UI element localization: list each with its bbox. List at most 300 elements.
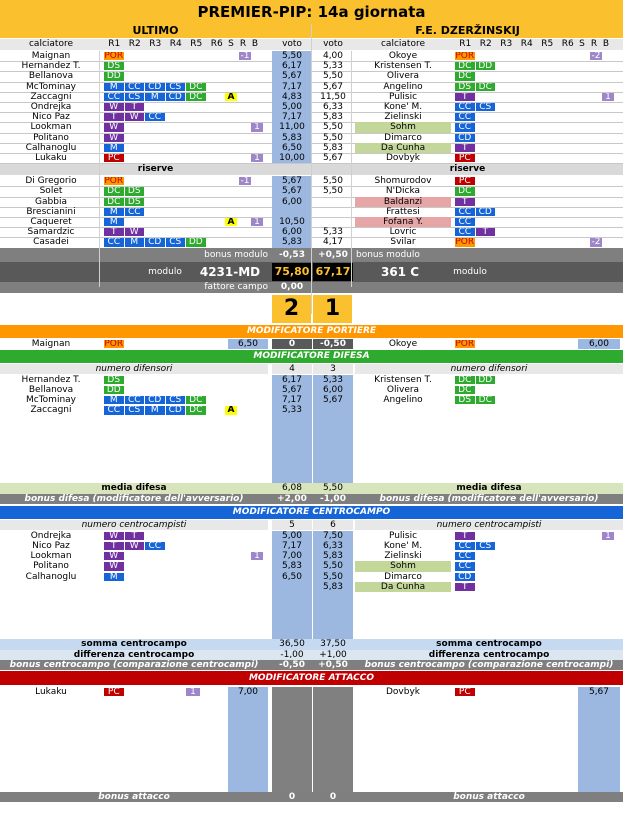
home-mid-bonus-label: bonus centrocampo (comparazione centrocampi) xyxy=(9,659,259,670)
away-player-vote: 6,33 xyxy=(322,541,344,551)
home-bonus-value: -0,53 xyxy=(279,249,305,260)
home-player-name: McTominay xyxy=(25,81,76,92)
away-col-round: R2 xyxy=(479,39,492,49)
away-col-vote: voto xyxy=(323,39,343,49)
home-player-name: Zaccagni xyxy=(30,91,72,102)
home-player-name: Hernandez T. xyxy=(21,374,81,385)
column-divider xyxy=(99,51,100,287)
away-player-vote xyxy=(313,197,353,207)
home-role-badge: M xyxy=(104,396,124,404)
home-player-vote: 7,17 xyxy=(272,112,312,122)
home-col-round: R4 xyxy=(169,39,182,49)
away-role-badge: CS xyxy=(476,103,496,111)
away-att-mod-column xyxy=(313,687,353,792)
away-def-bonus: -1,00 xyxy=(320,493,346,504)
home-player-vote: 10,00 xyxy=(272,153,312,163)
away-role-badge: DD xyxy=(476,62,496,70)
home-player-vote: 7,17 xyxy=(272,82,312,92)
away-role-badge: DC xyxy=(476,396,496,404)
away-role-badge: CC xyxy=(455,123,475,131)
home-col-round: R5 xyxy=(190,39,203,49)
home-player-vote: 5,67 xyxy=(272,71,312,81)
away-team-name: F.E. DZERŽINSKIJ xyxy=(312,24,623,38)
away-mid-count: 6 xyxy=(313,520,353,530)
home-role-badge: CC xyxy=(104,406,124,414)
away-total: 67,17 xyxy=(313,263,353,281)
away-def-bonus-label: bonus difesa (modificatore dell'avversario) xyxy=(379,493,599,504)
away-player-name: Okoye xyxy=(388,51,418,61)
home-role-badge: DD xyxy=(104,386,124,394)
away-role-badge: CC xyxy=(455,218,475,226)
home-col-vote: voto xyxy=(282,39,302,49)
home-player-vote: 5,83 xyxy=(272,133,312,143)
away-player-vote: 7,50 xyxy=(322,530,344,541)
away-player-name: Shomurodov xyxy=(374,176,432,187)
home-role-badge: CC xyxy=(125,83,145,91)
away-col-round: R1 xyxy=(459,39,472,49)
home-role-badge: T xyxy=(125,532,145,540)
away-col-player: calciatore xyxy=(380,39,425,49)
away-score: 1 xyxy=(313,295,352,323)
home-role-badge: DS xyxy=(125,198,145,206)
away-role-badge: CC xyxy=(455,542,475,550)
home-player-vote: 5,00 xyxy=(272,531,312,541)
att-away-name: Dovbyk xyxy=(385,686,420,697)
away-player-name: Olivera xyxy=(386,385,420,395)
away-player-vote: 6,33 xyxy=(322,102,344,112)
away-player-vote: 11,50 xyxy=(320,91,346,102)
home-col-round: R2 xyxy=(128,39,141,49)
away-player-name: Zielinski xyxy=(384,551,422,562)
home-def-avg: 6,08 xyxy=(281,482,303,493)
away-role-badge: CC xyxy=(455,228,475,236)
gk-away-name: Okoye xyxy=(388,338,418,349)
away-player-vote: 5,50 xyxy=(322,71,344,82)
away-reserves-label: riserve xyxy=(312,164,623,175)
away-player-vote: 5,67 xyxy=(322,395,344,406)
home-role-badge: DC xyxy=(186,93,206,101)
home-role-badge: T xyxy=(125,103,145,111)
home-role-badge: CC xyxy=(145,113,165,121)
away-mid-sum: 37,50 xyxy=(320,638,346,649)
home-role-badge: CS xyxy=(166,396,186,404)
page-title: PREMIER-PIP: 14a giornata xyxy=(0,0,623,24)
home-role-badge: DC xyxy=(186,406,206,414)
gk-home-vote: 6,50 xyxy=(228,339,268,349)
field-factor-label: fattore campo xyxy=(204,281,268,292)
home-player-name: Brescianini xyxy=(26,206,76,217)
away-att-bonus-label: bonus attacco xyxy=(453,791,525,802)
away-bonus-badge: -2 xyxy=(591,52,601,61)
home-player-name: Caqueret xyxy=(30,217,72,227)
away-player-name: Pulisic xyxy=(388,530,418,541)
away-player-vote: 5,67 xyxy=(322,81,344,92)
away-player-name: Fofana Y. xyxy=(355,217,451,227)
away-bonus-badge: 1 xyxy=(602,93,614,101)
home-def-count: 4 xyxy=(272,364,312,374)
gk-modifier-header: MODIFICATORE PORTIERE xyxy=(0,325,623,338)
gk-away-vote: 6,00 xyxy=(578,339,620,349)
home-player-name: Ondrejka xyxy=(30,102,72,112)
away-bonus-badge: -2 xyxy=(591,238,601,247)
away-player-vote: 5,50 xyxy=(322,176,344,187)
away-player-vote: 5,83 xyxy=(322,112,344,123)
away-role-badge: DC xyxy=(476,83,496,91)
home-col-round: R6 xyxy=(210,39,223,49)
home-team-name: ULTIMO xyxy=(0,24,311,38)
home-player-vote: 6,00 xyxy=(272,197,312,207)
home-player-name: Ondrejka xyxy=(30,530,72,541)
home-player-vote: 7,17 xyxy=(272,395,312,405)
home-player-vote: 10,50 xyxy=(272,217,312,227)
away-module: 361 C xyxy=(380,264,420,279)
away-role-badge: CD xyxy=(455,134,475,142)
home-role-badge: M xyxy=(104,208,124,216)
home-def-bonus: +2,00 xyxy=(277,493,307,504)
away-player-name: Dimarco xyxy=(384,132,422,143)
home-player-vote: 6,17 xyxy=(272,375,312,385)
away-role-badge: CC xyxy=(455,562,475,570)
away-player-vote: 5,83 xyxy=(322,142,344,153)
away-role-badge: DC xyxy=(455,376,475,384)
gk-away-role: POR xyxy=(455,339,475,348)
away-bonus-label: bonus modulo xyxy=(356,249,420,260)
home-mid-diff: -1,00 xyxy=(280,649,304,660)
home-role-badge: CD xyxy=(145,83,165,91)
home-mid-sum-label: somma centrocampo xyxy=(81,638,187,649)
home-role-badge: DC xyxy=(186,396,206,404)
away-role-badge: CC xyxy=(455,113,475,121)
home-role-badge: W xyxy=(125,542,145,550)
home-def-bonus-label: bonus difesa (modificatore dell'avversario) xyxy=(24,493,244,504)
home-player-vote: 11,00 xyxy=(272,122,312,132)
away-bonus-badge: 1 xyxy=(602,532,614,540)
away-role-badge: T xyxy=(455,583,475,591)
home-role-badge: DC xyxy=(104,187,124,195)
away-player-name: Sohm xyxy=(355,122,451,132)
home-bonus-badge: 1 xyxy=(251,218,263,226)
away-player-vote: 5,33 xyxy=(322,61,344,72)
away-role-badge: PC xyxy=(455,154,475,162)
home-role-badge: POR xyxy=(104,52,124,61)
home-player-vote: 7,00 xyxy=(272,551,312,561)
away-player-name: Kone' M. xyxy=(383,102,423,112)
home-modulo-label: modulo xyxy=(148,266,182,277)
home-role-badge: M xyxy=(145,93,165,101)
home-player-name: Gabbia xyxy=(35,196,67,207)
home-player-vote: 5,83 xyxy=(272,561,312,571)
home-captain-badge: A xyxy=(225,406,237,414)
home-role-badge: W xyxy=(104,532,124,540)
home-player-name: Bellanova xyxy=(28,71,74,82)
away-player-name: N'Dicka xyxy=(385,186,421,197)
home-player-name: Lookman xyxy=(30,122,72,133)
away-player-vote: 5,50 xyxy=(322,122,344,133)
att-home-role: PC xyxy=(104,688,124,696)
home-role-badge: M xyxy=(125,238,145,246)
away-col-round: R4 xyxy=(520,39,533,49)
home-player-name: Bellanova xyxy=(28,385,74,395)
away-role-badge: PC xyxy=(455,177,475,185)
home-role-badge: CS xyxy=(166,238,186,246)
home-col-b: B xyxy=(251,39,259,49)
home-captain-badge: A xyxy=(225,218,237,226)
away-role-badge: POR xyxy=(455,52,475,61)
home-role-badge: CC xyxy=(125,396,145,404)
column-divider xyxy=(311,24,312,314)
away-role-badge: POR xyxy=(455,238,475,247)
home-role-badge: CS xyxy=(166,83,186,91)
home-att-bonus-label: bonus attacco xyxy=(98,791,170,802)
home-player-name: Lookman xyxy=(30,551,72,562)
def-modifier-header: MODIFICATORE DIFESA xyxy=(0,350,623,363)
away-player-vote: 6,00 xyxy=(322,385,344,395)
home-bonus-badge: -1 xyxy=(240,177,250,186)
away-col-round: R3 xyxy=(500,39,513,49)
away-mid-count-label: numero centrocampisti xyxy=(355,520,623,530)
home-captain-badge: A xyxy=(225,93,237,101)
home-player-name: Samardzic xyxy=(27,227,75,238)
home-player-vote: 5,67 xyxy=(272,176,312,186)
away-role-badge: CS xyxy=(476,542,496,550)
home-att-vote-column xyxy=(228,687,268,792)
mid-modifier-header: MODIFICATORE CENTROCAMPO xyxy=(0,506,623,519)
away-role-badge: T xyxy=(455,93,475,101)
away-col-b: B xyxy=(602,39,610,49)
away-att-bonus: 0 xyxy=(329,791,337,802)
home-player-name: McTominay xyxy=(25,395,76,406)
home-role-badge: CC xyxy=(145,542,165,550)
home-player-vote: 4,83 xyxy=(272,92,312,102)
home-player-vote: 6,50 xyxy=(272,143,312,153)
away-mid-diff: +1,00 xyxy=(319,649,347,660)
home-col-s: S xyxy=(228,39,234,49)
away-def-avg-label: media difesa xyxy=(456,482,522,493)
gk-home-name: Maignan xyxy=(31,338,71,349)
home-role-badge: DS xyxy=(125,187,145,195)
home-mid-bonus: -0,50 xyxy=(279,659,305,670)
away-player-name: Kristensen T. xyxy=(374,374,432,385)
away-def-count: 3 xyxy=(313,364,353,374)
away-player-name: Angelino xyxy=(383,395,423,406)
away-col-s: S xyxy=(579,39,585,49)
away-player-name: Kristensen T. xyxy=(374,61,432,72)
away-bonus-value: +0,50 xyxy=(318,249,348,260)
home-player-name: Casadei xyxy=(33,237,69,248)
home-mid-diff-label: differenza centrocampo xyxy=(73,649,195,660)
att-away-vote: 5,67 xyxy=(588,686,610,697)
home-player-vote: 6,00 xyxy=(272,227,312,237)
away-player-vote: 4,00 xyxy=(322,51,344,61)
home-player-name: Nico Paz xyxy=(32,112,70,123)
home-role-badge: T xyxy=(104,542,124,550)
home-mid-count: 5 xyxy=(272,520,312,530)
home-bonus-badge: -1 xyxy=(240,52,250,61)
home-def-count-label: numero difensori xyxy=(0,364,268,374)
home-role-badge: W xyxy=(125,228,145,236)
away-mid-bonus-label: bonus centrocampo (comparazione centrocampi) xyxy=(364,659,614,670)
away-role-badge: CC xyxy=(455,103,475,111)
home-role-badge: T xyxy=(104,113,124,121)
away-player-vote: 5,50 xyxy=(322,571,344,582)
away-player-vote: 5,50 xyxy=(322,561,344,572)
home-role-badge: CC xyxy=(104,93,124,101)
home-player-name: Calhanoglu xyxy=(25,142,77,153)
away-role-badge: CD xyxy=(476,208,496,216)
away-player-name: Lovric xyxy=(389,227,417,238)
away-player-vote: 5,67 xyxy=(322,153,344,163)
away-player-vote: 5,33 xyxy=(322,374,344,385)
home-player-name: Politano xyxy=(33,561,69,572)
away-player-vote xyxy=(313,207,353,217)
gk-home-role: POR xyxy=(104,339,124,348)
home-player-vote: 5,83 xyxy=(272,237,312,247)
away-player-name: Dovbyk xyxy=(385,153,420,163)
home-role-badge: CD xyxy=(166,406,186,414)
away-player-vote: 5,50 xyxy=(322,186,344,197)
home-player-name: Maignan xyxy=(31,51,71,61)
away-player-name: Zielinski xyxy=(384,112,422,123)
home-score: 2 xyxy=(272,295,311,323)
home-role-badge: M xyxy=(104,218,124,226)
home-role-badge: M xyxy=(145,406,165,414)
away-role-badge: CC xyxy=(455,552,475,560)
away-player-vote xyxy=(313,217,353,227)
home-role-badge: PC xyxy=(104,154,124,162)
away-role-badge: CD xyxy=(455,573,475,581)
home-role-badge: M xyxy=(104,573,124,581)
away-player-name: Kone' M. xyxy=(383,541,423,551)
home-player-vote: 6,50 xyxy=(272,572,312,582)
home-role-badge: DD xyxy=(104,72,124,80)
home-role-badge: DD xyxy=(186,238,206,246)
home-role-badge: CD xyxy=(145,238,165,246)
home-bonus-badge: 1 xyxy=(251,123,263,131)
away-col-round: R6 xyxy=(561,39,574,49)
home-role-badge: W xyxy=(125,113,145,121)
home-player-vote: 5,67 xyxy=(272,385,312,395)
away-att-vote-column xyxy=(578,687,620,792)
home-role-badge: M xyxy=(104,144,124,152)
home-col-player: calciatore xyxy=(28,39,73,49)
away-player-vote: 4,17 xyxy=(322,237,344,248)
away-player-name: Angelino xyxy=(383,81,423,92)
away-player-name: Olivera xyxy=(386,71,420,82)
away-player-vote: 5,83 xyxy=(322,581,344,592)
home-def-avg-label: media difesa xyxy=(101,482,167,493)
home-reserves-label: riserve xyxy=(0,164,311,175)
home-player-vote: 5,33 xyxy=(272,405,312,415)
home-player-name: Nico Paz xyxy=(32,541,70,551)
home-col-round: R3 xyxy=(149,39,162,49)
column-divider xyxy=(351,51,352,287)
away-player-name: Svilar xyxy=(390,237,416,248)
home-player-name: Lukaku xyxy=(35,153,67,163)
away-role-badge: DD xyxy=(476,376,496,384)
away-role-badge: CC xyxy=(455,208,475,216)
away-player-name: Sohm xyxy=(355,561,451,571)
att-home-vote: 7,00 xyxy=(237,686,259,697)
att-away-role: PC xyxy=(455,688,475,696)
home-player-vote: 6,17 xyxy=(272,61,312,71)
away-mid-diff-label: differenza centrocampo xyxy=(428,649,550,660)
away-def-avg: 5,50 xyxy=(322,482,344,493)
home-role-badge: DS xyxy=(104,376,124,384)
home-player-vote: 5,67 xyxy=(272,186,312,196)
away-player-name: Baldanzi xyxy=(355,197,451,207)
away-player-vote: 5,50 xyxy=(322,132,344,143)
home-player-vote xyxy=(272,207,312,217)
home-role-badge: POR xyxy=(104,177,124,186)
away-modulo-label: modulo xyxy=(453,266,487,277)
home-role-badge: W xyxy=(104,562,124,570)
home-role-badge: DC xyxy=(186,83,206,91)
home-role-badge: W xyxy=(104,134,124,142)
att-home-bonus: 1 xyxy=(186,688,200,696)
home-role-badge: DC xyxy=(104,198,124,206)
home-role-badge: CS xyxy=(125,406,145,414)
gk-away-mod: -0,50 xyxy=(313,339,353,349)
away-player-name: Pulisic xyxy=(388,91,418,102)
home-att-bonus: 0 xyxy=(288,791,296,802)
home-role-badge: CD xyxy=(166,93,186,101)
att-modifier-header: MODIFICATORE ATTACCO xyxy=(0,671,623,685)
away-col-r: R xyxy=(590,39,598,49)
home-bonus-badge: 1 xyxy=(251,154,263,162)
away-player-name: Dimarco xyxy=(384,571,422,582)
home-role-badge: W xyxy=(104,103,124,111)
home-role-badge: CS xyxy=(125,93,145,101)
away-player-name: Da Cunha xyxy=(355,582,451,592)
home-player-vote: 7,17 xyxy=(272,541,312,551)
home-col-r: R xyxy=(239,39,247,49)
home-mid-count-label: numero centrocampisti xyxy=(0,520,268,530)
away-role-badge: DS xyxy=(455,396,475,404)
home-att-mod-column xyxy=(272,687,312,792)
away-player-vote: 5,33 xyxy=(322,227,344,238)
away-mid-sum-label: somma centrocampo xyxy=(436,638,542,649)
home-role-badge: W xyxy=(104,123,124,131)
home-player-vote: 5,00 xyxy=(272,102,312,112)
home-player-name: Politano xyxy=(33,132,69,143)
away-role-badge: T xyxy=(455,532,475,540)
away-col-round: R5 xyxy=(541,39,554,49)
away-mid-bonus: +0,50 xyxy=(318,659,348,670)
home-mid-sum: 36,50 xyxy=(279,638,305,649)
away-role-badge: DS xyxy=(455,83,475,91)
home-role-badge: CC xyxy=(104,238,124,246)
home-role-badge: W xyxy=(104,552,124,560)
away-role-badge: T xyxy=(476,228,496,236)
away-role-badge: T xyxy=(455,144,475,152)
home-module: 4231-MD xyxy=(199,264,261,279)
away-player-name: Da Cunha xyxy=(355,143,451,153)
home-bonus-badge: 1 xyxy=(251,552,263,560)
home-player-name: Solet xyxy=(39,186,63,197)
home-role-badge: M xyxy=(104,83,124,91)
home-role-badge: CC xyxy=(125,208,145,216)
home-player-name: Hernandez T. xyxy=(21,61,81,72)
gk-home-mod: 0 xyxy=(272,339,312,349)
home-player-name: Di Gregorio xyxy=(25,176,77,187)
away-player-vote: 5,83 xyxy=(322,551,344,562)
home-player-name: Zaccagni xyxy=(30,405,72,416)
home-col-round: R1 xyxy=(108,39,121,49)
home-player-name: Calhanoglu xyxy=(25,571,77,582)
home-role-badge: CD xyxy=(145,396,165,404)
away-role-badge: DC xyxy=(455,187,475,195)
home-role-badge: DS xyxy=(104,62,124,70)
